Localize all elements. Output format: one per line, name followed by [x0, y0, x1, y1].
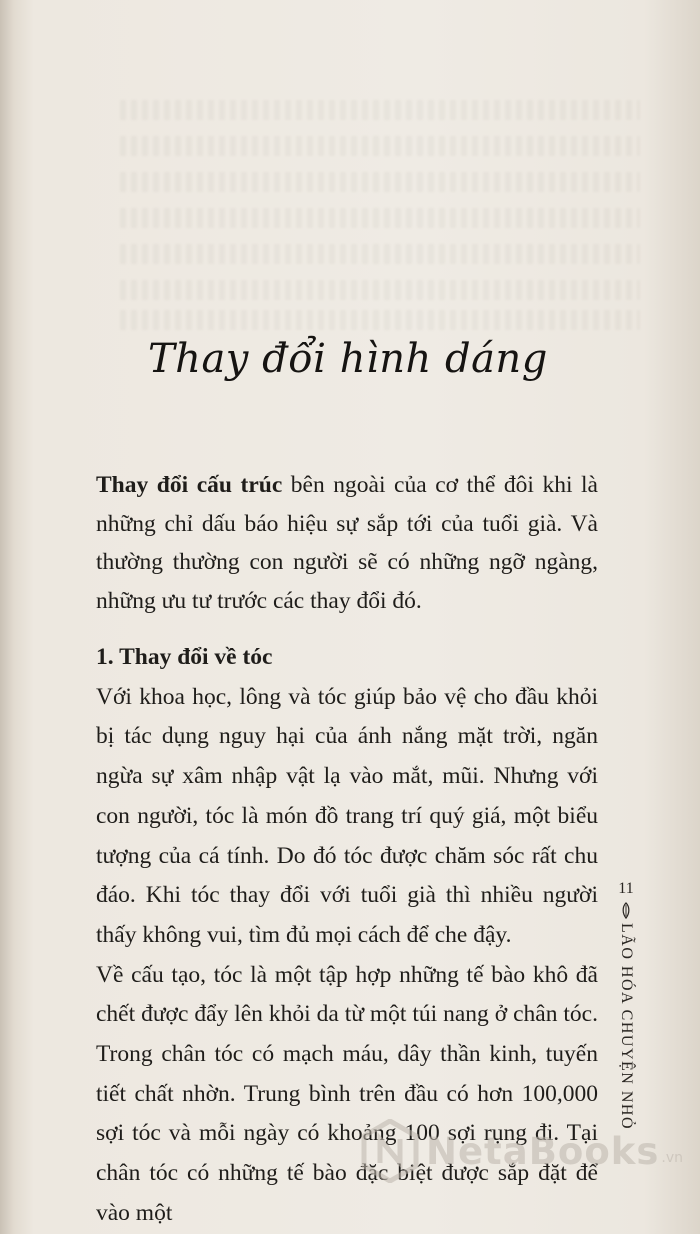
watermark-brand: NetaBooks	[426, 1129, 660, 1173]
show-through-mark	[120, 208, 640, 228]
page-number: 11	[618, 880, 634, 897]
watermark-tld: .vn	[661, 1150, 683, 1166]
running-header	[608, 880, 644, 1130]
watermark	[360, 1108, 700, 1194]
intro-paragraph	[96, 466, 598, 620]
section-heading: 1. Thay đổi về tóc	[96, 644, 273, 670]
show-through-mark	[120, 136, 640, 156]
book-title: LÃO HÓA CHUYỆN NHỎ	[618, 923, 635, 1130]
show-through-mark	[120, 280, 640, 300]
chapter-title: Thay đổi hình dáng	[148, 336, 548, 382]
show-through-mark	[120, 100, 640, 120]
intro-block	[96, 466, 598, 620]
section-paragraph: Về cấu tạo, tóc là một tập hợp những tế bào khô đã chết được đẩy lên khỏi da từ một túi nang ở chân tóc. Trong chân tóc có mạch máu, dây thần kinh, tuyến tiết chất nhờn. Trung bình trên đầu có hơn 100,000 sợi tóc và mỗi ngày có khoảng 100 sợi rụng đi. Tại chân tóc có những tế bào đặc biệt được sắp đặt để vào một	[96, 961, 598, 1226]
leaf-ornament-icon	[620, 902, 632, 919]
show-through-mark	[120, 244, 640, 264]
netabooks-logo-icon	[360, 1119, 420, 1183]
intro-highlight: Thay đổi cấu trúc	[96, 472, 283, 498]
section-paragraph: Với khoa học, lông và tóc giúp bảo vệ cho đầu khỏi bị tác dụng nguy hại của ánh nắng mặt trời, ngăn ngừa sự xâm nhập vật lạ vào mắt, mũi. Nhưng với con người, tóc là món đồ trang trí quý giá, một biểu tượng của cá tính. Do đó tóc được chăm sóc rất chu đáo. Khi tóc thay đổi với tuổi già thì nhiều người thấy không vui, tìm đủ mọi cách để che đậy.	[96, 683, 598, 948]
intro-text: bên ngoài của cơ thể đôi khi là những chỉ dấu báo hiệu sự sắp tới của tuổi già. Và thường thường con người sẽ có những ngỡ ngàng, những ưu tư trước các thay đổi đó.	[96, 472, 598, 614]
show-through-mark	[120, 172, 640, 192]
show-through-mark	[120, 310, 640, 330]
